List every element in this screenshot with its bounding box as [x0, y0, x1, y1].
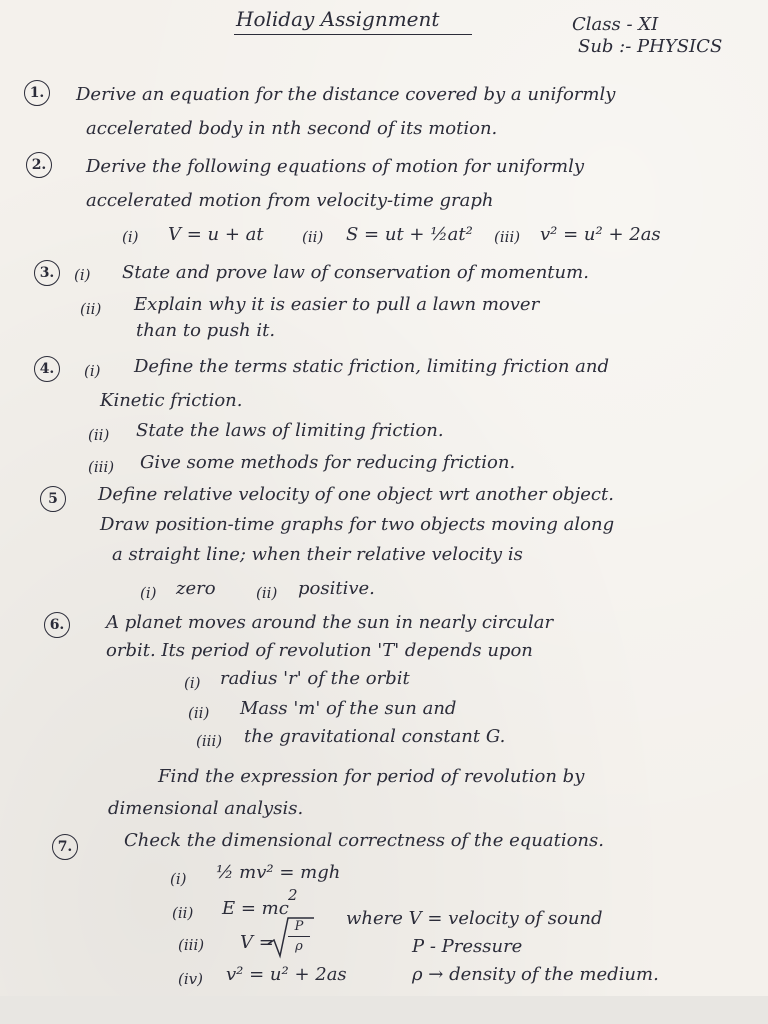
question-text: Kinetic friction.: [100, 390, 243, 411]
question-text: than to push it.: [136, 320, 276, 341]
question-text: Derive an equation for the distance covered by a uniformly: [76, 84, 616, 105]
question-text: A planet moves around the sun in nearly circular: [106, 612, 554, 633]
factor-label: (i): [184, 674, 201, 692]
question-number: 2.: [26, 152, 52, 178]
question-number: 7.: [52, 834, 78, 860]
equation-label: (iii): [178, 936, 205, 954]
question-text: Find the expression for period of revolution by: [158, 766, 585, 787]
part-label: (i): [74, 266, 91, 284]
part-label: (ii): [80, 300, 102, 318]
equation: v² = u² + 2as: [226, 964, 347, 985]
equation-label: (ii): [302, 228, 324, 246]
option-text: zero: [176, 578, 216, 599]
option-label: (i): [140, 584, 157, 602]
fraction-numerator: P: [294, 919, 304, 934]
factor-text: the gravitational constant G.: [244, 726, 506, 747]
question-number: 4.: [34, 356, 60, 382]
question-number: 5: [40, 486, 66, 512]
equation-label: (i): [170, 870, 187, 888]
question-text: dimensional analysis.: [108, 798, 304, 819]
superscript: 2: [288, 886, 298, 904]
part-label: (ii): [88, 426, 110, 444]
equation-label: (iv): [178, 970, 203, 988]
equation-label: (i): [122, 228, 139, 246]
equation: E = mc: [222, 898, 289, 919]
fraction-bar: [288, 936, 310, 937]
question-text: Explain why it is easier to pull a lawn mover: [134, 294, 540, 315]
part-label: (i): [84, 362, 101, 380]
equation: ½ mv² = mgh: [216, 862, 341, 883]
page-bottom-edge: [0, 996, 768, 1024]
question-text: Check the dimensional correctness of the equations.: [124, 830, 604, 851]
equation: V = u + at: [168, 224, 264, 245]
option-text: positive.: [298, 578, 375, 599]
question-number: 1.: [24, 80, 50, 106]
equation: S = ut + ½at²: [346, 224, 473, 245]
question-text: accelerated body in nth second of its motion.: [86, 118, 498, 139]
question-number: 6.: [44, 612, 70, 638]
class-label: Class - XI: [572, 14, 659, 35]
question-text: a straight line; when their relative velocity is: [112, 544, 523, 565]
factor-label: (ii): [188, 704, 210, 722]
equation-label: (ii): [172, 904, 194, 922]
question-text: accelerated motion from velocity-time graph: [86, 190, 494, 211]
question-text: orbit. Its period of revolution 'T' depends upon: [106, 640, 533, 661]
factor-label: (iii): [196, 732, 223, 750]
fraction-denominator: ρ: [295, 939, 303, 954]
question-text: Derive the following equations of motion for uniformly: [86, 156, 585, 177]
factor-text: Mass 'm' of the sun and: [240, 698, 457, 719]
option-label: (ii): [256, 584, 278, 602]
question-text: State and prove law of conservation of momentum.: [122, 262, 589, 283]
equation: V =: [240, 932, 274, 953]
equation: v² = u² + 2as: [540, 224, 661, 245]
equation-note: where V = velocity of sound: [346, 908, 603, 929]
question-text: Give some methods for reducing friction.: [140, 452, 516, 473]
part-label: (iii): [88, 458, 115, 476]
question-text: State the laws of limiting friction.: [136, 420, 444, 441]
equation-label: (iii): [494, 228, 521, 246]
equation-note: ρ → density of the medium.: [412, 964, 659, 985]
question-text: Define the terms static friction, limiting friction and: [134, 356, 609, 377]
equation-note: P - Pressure: [412, 936, 523, 957]
title-underline: [234, 34, 472, 35]
question-text: Define relative velocity of one object wrt another object.: [98, 484, 614, 505]
assignment-title: Holiday Assignment: [236, 7, 440, 31]
subject-label: Sub :- PHYSICS: [578, 36, 723, 57]
question-text: Draw position-time graphs for two objects moving along: [100, 514, 615, 535]
factor-text: radius 'r' of the orbit: [220, 668, 410, 689]
question-number: 3.: [34, 260, 60, 286]
